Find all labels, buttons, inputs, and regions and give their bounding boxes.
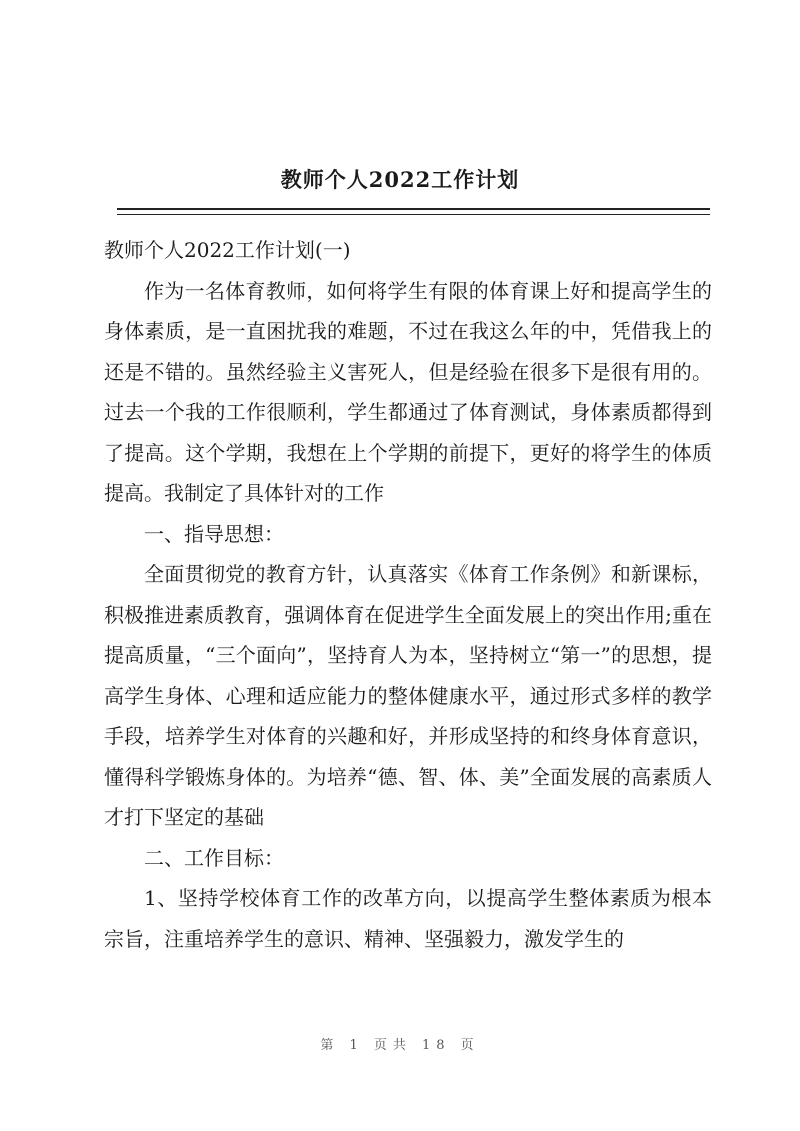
section-subtitle: 教师个人2022工作计划(一): [104, 238, 351, 262]
document-title: 教师个人2022工作计划: [280, 167, 520, 192]
heading-work-goals: 二、工作目标：: [144, 845, 284, 870]
title-underline-thick: [117, 208, 710, 210]
paragraph-intro: 作为一名体育教师，如何将学生有限的体育课上好和提高学生的身体素质，是一直困扰我的难题，不过在我这么年的中，凭借我上的还是不错的。虽然经验主义害死人，但是经验在很多下是很有用的。过去一个我的工作很顺利，学生都通过了体育测试，身体素质都得到了提高。这个学期，我想在上个学期的前提下，更好的将学生的体质提高。我制定了具体针对的工作: [104, 278, 712, 505]
paragraph-guiding-ideology: 全面贯彻党的教育方针，认真落实《体育工作条例》和新课标，积极推进素质教育，强调体育在促进学生全面发展上的突出作用;重在提高质量，“三个面向”，坚持育人为本，坚持树立“第一”的思想，提高学生身体、心理和适应能力的整体健康水平，通过形式多样的教学手段，培养学生对体育的兴趣和好，并形成坚持的和终身体育意识，懂得科学锻炼身体的。为培养“德、智、体、美”全面发展的高素质人才打下坚定的基础: [104, 562, 712, 829]
page-number-footer: 第 1 页共 18 页: [320, 1038, 480, 1053]
paragraph-work-goals: 1、坚持学校体育工作的改革方向，以提高学生整体素质为根本宗旨，注重培养学生的意识、精神、坚强毅力，激发学生的: [104, 886, 712, 951]
document-body: [104, 230, 712, 959]
title-underline-thin: [117, 214, 710, 215]
heading-guiding-ideology: 一、指导思想：: [144, 521, 284, 546]
